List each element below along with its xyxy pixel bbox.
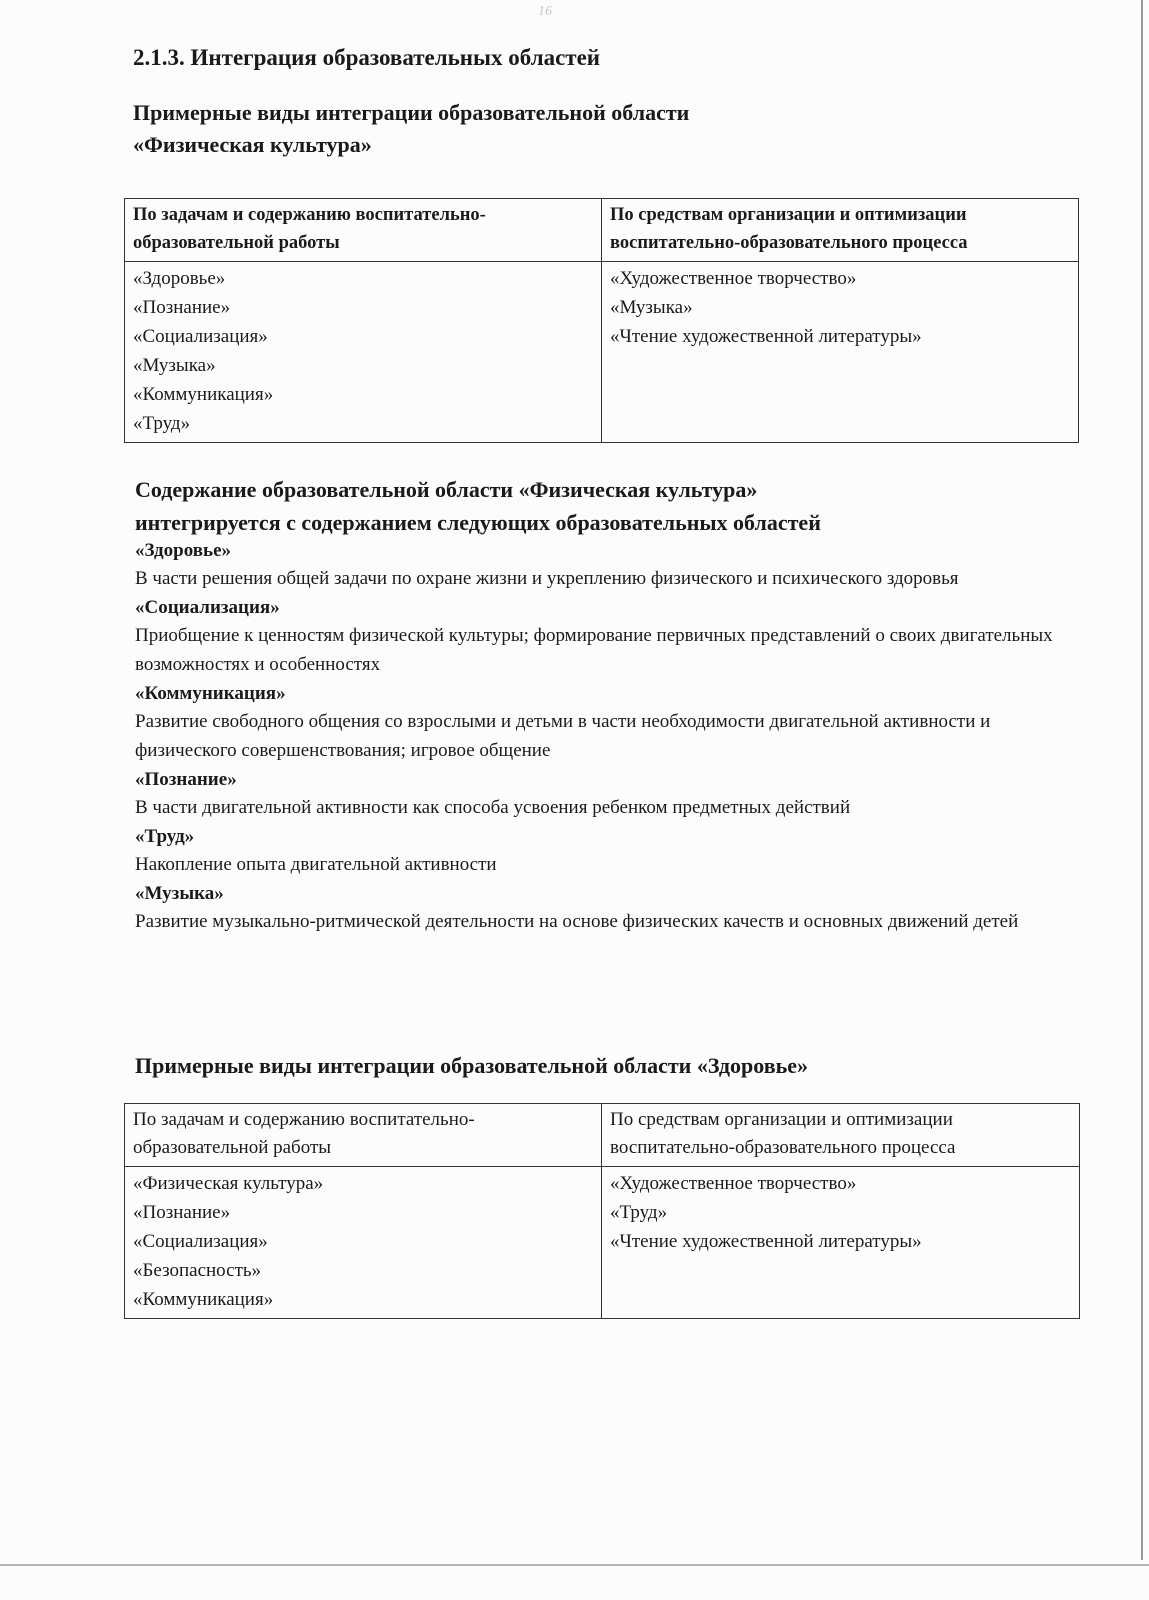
table2-col2-header: По средствам организации и оптимизации воспитательно-образовательного процесса — [602, 1104, 1080, 1167]
table2-col1-header: По задачам и содержанию воспитательно-образовательной работы — [125, 1104, 602, 1167]
table1-col2-header: По средствам организации и оптимизации воспитательно-образовательного процесса — [602, 199, 1079, 262]
list-item: «Социализация» — [133, 326, 268, 347]
list-item: «Музыка» — [610, 297, 693, 318]
table1-col1-header: По задачам и содержанию воспитательно-образовательной работы — [125, 199, 602, 262]
area-name: «Труд» — [135, 826, 195, 847]
list-item: «Познание» — [133, 297, 231, 318]
scan-edge-right — [1141, 0, 1143, 1560]
area-description: Приобщение к ценностям физической культуры; формирование первичных представлений о своих двигательных возможностях и особенностях — [135, 625, 1053, 675]
list-item: «Коммуникация» — [133, 1289, 274, 1310]
area-block — [135, 595, 1085, 679]
integration-table-physical-culture — [124, 198, 1079, 443]
list-item: «Физическая культура» — [133, 1173, 324, 1194]
list-item: «Здоровье» — [133, 268, 226, 289]
area-block — [135, 538, 1085, 593]
list-item: «Труд» — [133, 413, 191, 434]
page-number: 16 — [538, 4, 552, 19]
area-name: «Музыка» — [135, 883, 224, 904]
table2-heading: Примерные виды интеграции образовательной области «Здоровье» — [135, 1053, 808, 1078]
area-description: Развитие музыкально-ритмической деятельности на основе физических качеств и основных движений детей — [135, 911, 1019, 932]
content-heading-line1: Содержание образовательной области «Физическая культура» — [135, 477, 758, 502]
table1-heading-line2: «Физическая культура» — [133, 132, 372, 157]
list-item: «Художественное творчество» — [610, 1173, 857, 1194]
integration-content-list — [135, 536, 1085, 936]
area-name: «Коммуникация» — [135, 683, 286, 704]
list-item: «Чтение художественной литературы» — [610, 326, 922, 347]
scan-edge-bottom — [0, 1564, 1149, 1566]
table2-col1-cell — [125, 1167, 602, 1319]
list-item: «Социализация» — [133, 1231, 268, 1252]
area-block — [135, 881, 1085, 936]
area-block — [135, 767, 1085, 822]
area-description: Развитие свободного общения со взрослыми и детьми в части необходимости двигательной активности и физического совершенствования; игровое общение — [135, 711, 991, 761]
area-name: «Познание» — [135, 769, 237, 790]
list-item: «Труд» — [610, 1202, 668, 1223]
list-item: «Коммуникация» — [133, 384, 274, 405]
table2-col2-cell — [602, 1167, 1080, 1319]
list-item: «Познание» — [133, 1202, 231, 1223]
content-heading-line2: интегрируется с содержанием следующих образовательных областей — [135, 510, 821, 535]
area-block — [135, 681, 1085, 765]
table1-col1-cell — [125, 262, 602, 443]
area-block — [135, 824, 1085, 879]
table1-col2-cell — [602, 262, 1079, 443]
integration-table-health — [124, 1103, 1080, 1319]
list-item: «Художественное творчество» — [610, 268, 857, 289]
table1-heading-line1: Примерные виды интеграции образовательной области — [133, 100, 690, 125]
area-name: «Здоровье» — [135, 540, 232, 561]
list-item: «Чтение художественной литературы» — [610, 1231, 922, 1252]
list-item: «Музыка» — [133, 355, 216, 376]
area-description: Накопление опыта двигательной активности — [135, 854, 497, 875]
list-item: «Безопасность» — [133, 1260, 262, 1281]
area-name: «Социализация» — [135, 597, 280, 618]
area-description: В части решения общей задачи по охране жизни и укреплению физического и психического здоровья — [135, 568, 959, 589]
section-title: 2.1.3. Интеграция образовательных областей — [133, 45, 601, 70]
area-description: В части двигательной активности как способа усвоения ребенком предметных действий — [135, 797, 851, 818]
